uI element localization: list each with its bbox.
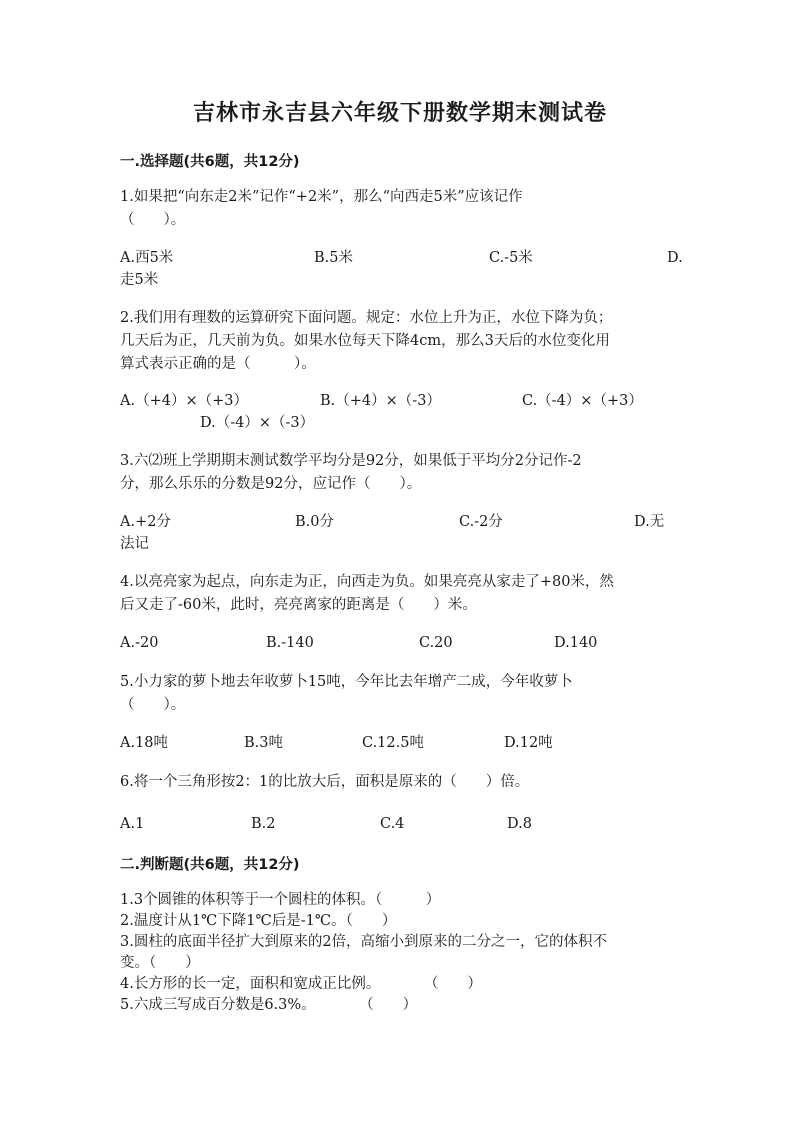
option-b: B.3吨 <box>244 735 283 751</box>
option-a: A.（+4）×（+3） <box>120 393 248 409</box>
question-1 <box>120 186 680 232</box>
option-b: B.（+4）×（-3） <box>320 393 441 409</box>
option-b: B.5米 <box>314 250 353 266</box>
judgement-item-5: 5.六成三写成百分数是6.3%。 （ ） <box>120 997 418 1013</box>
option-d: D.（-4）×（-3） <box>200 415 315 431</box>
section-heading-choice: 一.选择题(共6题，共12分) <box>120 154 300 170</box>
question-5 <box>120 671 680 717</box>
page-title: 吉林市永吉县六年级下册数学期末测试卷 <box>192 101 607 126</box>
option-d: D.12吨 <box>504 735 553 751</box>
section-heading-judgement: 二.判断题(共6题，共12分) <box>120 857 300 873</box>
option-a: A.-20 <box>120 635 159 651</box>
option-c: C.（-4）×（+3） <box>522 393 643 409</box>
question-text: 2.我们用有理数的运算研究下面问题。规定：水位上升为正，水位下降为负； <box>120 310 613 326</box>
judgement-item-3-continued: 变。（ ） <box>120 955 200 971</box>
option-b: B.2 <box>251 816 276 832</box>
option-c: C.20 <box>419 635 453 651</box>
option-b: B.0分 <box>295 514 334 530</box>
judgement-item-4: 4.长方形的长一定，面积和宽成正比例。 （ ） <box>120 976 482 992</box>
option-d-continued: 走5米 <box>120 272 159 288</box>
option-d-continued: 法记 <box>120 536 149 552</box>
question-4 <box>120 571 680 617</box>
option-a: A.+2分 <box>120 514 171 530</box>
option-a: A.西5米 <box>120 250 174 266</box>
question-text: 6.将一个三角形按2：1的比放大后，面积是原来的（ ）倍。 <box>120 774 530 790</box>
option-a: A.18吨 <box>120 735 169 751</box>
question-2 <box>120 307 680 376</box>
option-c: C.12.5吨 <box>362 735 424 751</box>
question-6 <box>120 771 680 794</box>
judgement-item-2: 2.温度计从1℃下降1℃后是-1℃。（ ） <box>120 913 397 929</box>
question-text: （ ）。 <box>120 212 186 228</box>
question-text: （ ）。 <box>120 697 186 713</box>
option-c: C.-2分 <box>459 514 503 530</box>
question-text: 5.小力家的萝卜地去年收萝卜15吨，今年比去年增产二成，今年收萝卜 <box>120 674 573 690</box>
option-d: D.8 <box>507 816 532 832</box>
option-d: D.无 <box>634 514 665 530</box>
question-text: 3.六⑵班上学期期末测试数学平均分是92分，如果低于平均分2分记作-2 <box>120 453 582 469</box>
question-text: 分，那么乐乐的分数是92分，应记作（ ）。 <box>120 476 422 492</box>
option-c: C.4 <box>380 816 405 832</box>
question-3 <box>120 450 680 496</box>
judgement-item-3: 3.圆柱的底面半径扩大到原来的2倍，高缩小到原来的二分之一，它的体积不 <box>120 934 608 950</box>
question-text: 1.如果把“向东走2米”记作“+2米”，那么“向西走5米”应该记作 <box>120 189 523 205</box>
question-text: 后又走了-60米，此时，亮亮离家的距离是（ ）米。 <box>120 597 477 613</box>
option-d: D. <box>667 250 683 266</box>
option-d: D.140 <box>554 635 598 651</box>
question-text: 算式表示正确的是（ ）。 <box>120 356 316 372</box>
question-text: 4.以亮亮家为起点，向东走为正，向西走为负。如果亮亮从家走了+80米，然 <box>120 574 614 590</box>
option-a: A.1 <box>120 816 145 832</box>
question-text: 几天后为正，几天前为负。如果水位每天下降4cm，那么3天后的水位变化用 <box>120 333 610 349</box>
judgement-item-1: 1.3个圆锥的体积等于一个圆柱的体积。（ ） <box>120 892 441 908</box>
option-c: C.-5米 <box>489 250 533 266</box>
option-b: B.-140 <box>266 635 314 651</box>
